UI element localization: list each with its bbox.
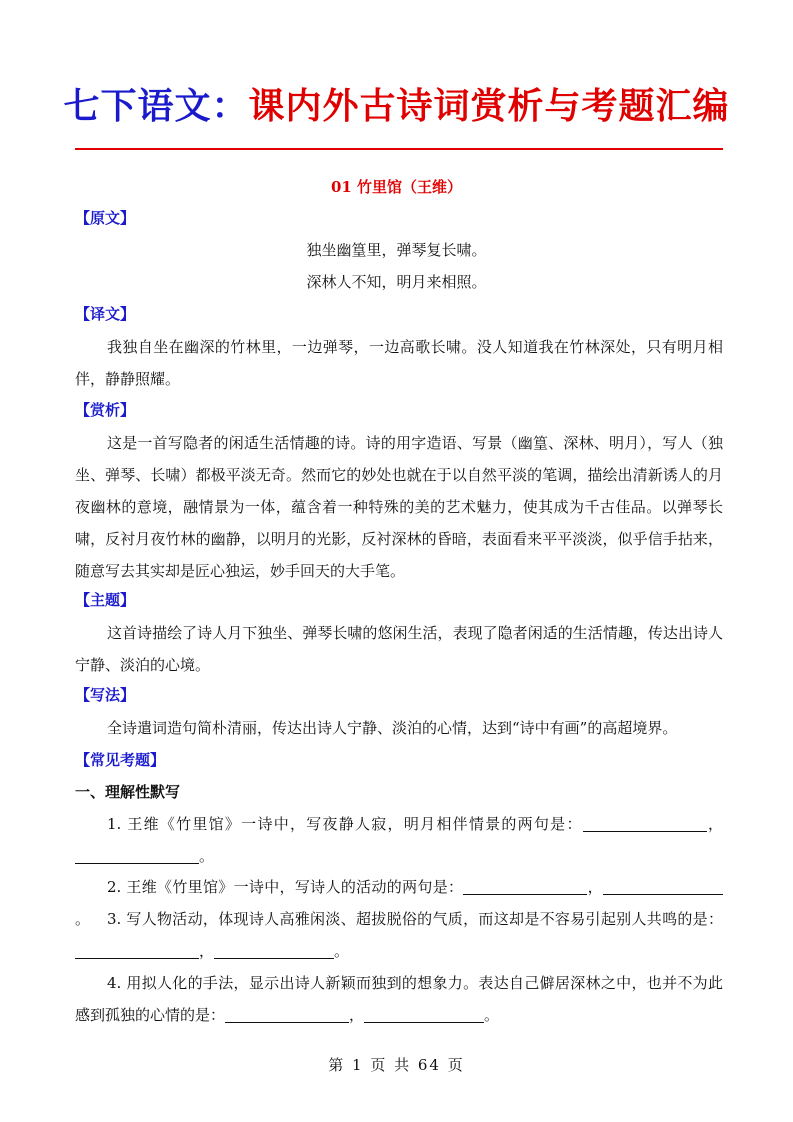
translation-text: 我独自坐在幽深的竹林里，一边弹琴，一边高歌长啸。没人知道我在竹林深处，只有明月相伴，静静照耀。 — [75, 338, 723, 388]
answer-blank[interactable] — [75, 847, 199, 864]
poem-line-1: 独坐幽篁里，弹琴复长啸。 — [306, 241, 487, 259]
question-3 — [75, 903, 723, 967]
punct: 。 — [199, 847, 215, 865]
appreciation-text: 这是一首写隐者的闲适生活情趣的诗。诗的用字造语、写景（幽篁、深林、明月），写人（独坐、弹琴、长啸）都极平淡无奇。然而它的妙处也就在于以自然平淡的笔调，描绘出清新诱人的月夜幽林的意境，融情景为一体，蕴含着一种特殊的美的艺术魅力，使其成为千古佳品。以弹琴长啸，反衬月夜竹林的幽静，以明月的光影，反衬深林的昏暗，表面看来平平淡淡，似乎信手拈来，随意写去其实却是匠心独运，妙手回天的大手笔。 — [75, 434, 723, 580]
answer-blank[interactable] — [364, 1006, 484, 1023]
question-1-text: 1. 王维《竹里馆》一诗中，写夜静人寂，明月相伴情景的两句是： — [107, 815, 583, 833]
question-3-text: 3. 写人物活动，体现诗人高雅闲淡、超拔脱俗的气质，而这却是不容易引起别人共鸣的是： — [107, 910, 723, 928]
answer-blank[interactable] — [603, 878, 723, 895]
section-theme-label: 【主题】 — [75, 591, 136, 609]
answer-blank[interactable] — [583, 815, 707, 832]
punct: 。 — [334, 942, 350, 960]
answer-blank[interactable] — [75, 942, 199, 959]
question-4 — [75, 967, 723, 1031]
punct: 。 — [484, 1006, 500, 1024]
section-original-label: 【原文】 — [75, 209, 136, 227]
punct: ， — [706, 815, 723, 833]
punct: ， — [349, 1006, 365, 1024]
punct: ， — [199, 942, 215, 960]
answer-blank[interactable] — [225, 1006, 349, 1023]
title-main: 课内外古诗词赏析与考题汇编 — [248, 86, 730, 127]
technique-text: 全诗遣词造句简朴清丽，传达出诗人宁静、淡泊的心情，达到“诗中有画”的高超境界。 — [107, 719, 678, 737]
poem-heading: 01 竹里馆（王维） — [330, 178, 463, 196]
punct: 。 — [75, 910, 91, 928]
theme-text: 这首诗描绘了诗人月下独坐、弹琴长啸的悠闲生活，表现了隐者闲适的生活情趣，传达出诗人宁静、淡泊的心境。 — [75, 624, 723, 674]
title-prefix: 七下语文： — [63, 86, 249, 127]
poem-line-2: 深林人不知，明月来相照。 — [306, 273, 487, 291]
question-4-text: 4. 用拟人化的手法，显示出诗人新颖而独到的想象力。表达自己僻居深林之中，也并不为此感到孤独的心情的是： — [75, 974, 723, 1024]
question-1 — [75, 808, 723, 872]
document-title — [0, 84, 793, 130]
section-technique-label: 【写法】 — [75, 686, 136, 704]
page-number: 第 1 页 共 64 页 — [328, 1056, 465, 1074]
section-translation-label: 【译文】 — [75, 305, 136, 323]
answer-blank[interactable] — [214, 942, 334, 959]
section-exam-label: 【常见考题】 — [75, 751, 166, 769]
punct: ， — [587, 878, 603, 896]
question-group-heading: 一、理解性默写 — [75, 783, 181, 801]
title-divider — [75, 148, 723, 150]
question-2-text: 2. 王维《竹里馆》一诗中，写诗人的活动的两句是： — [107, 878, 464, 896]
section-appreciation-label: 【赏析】 — [75, 401, 136, 419]
answer-blank[interactable] — [463, 878, 587, 895]
